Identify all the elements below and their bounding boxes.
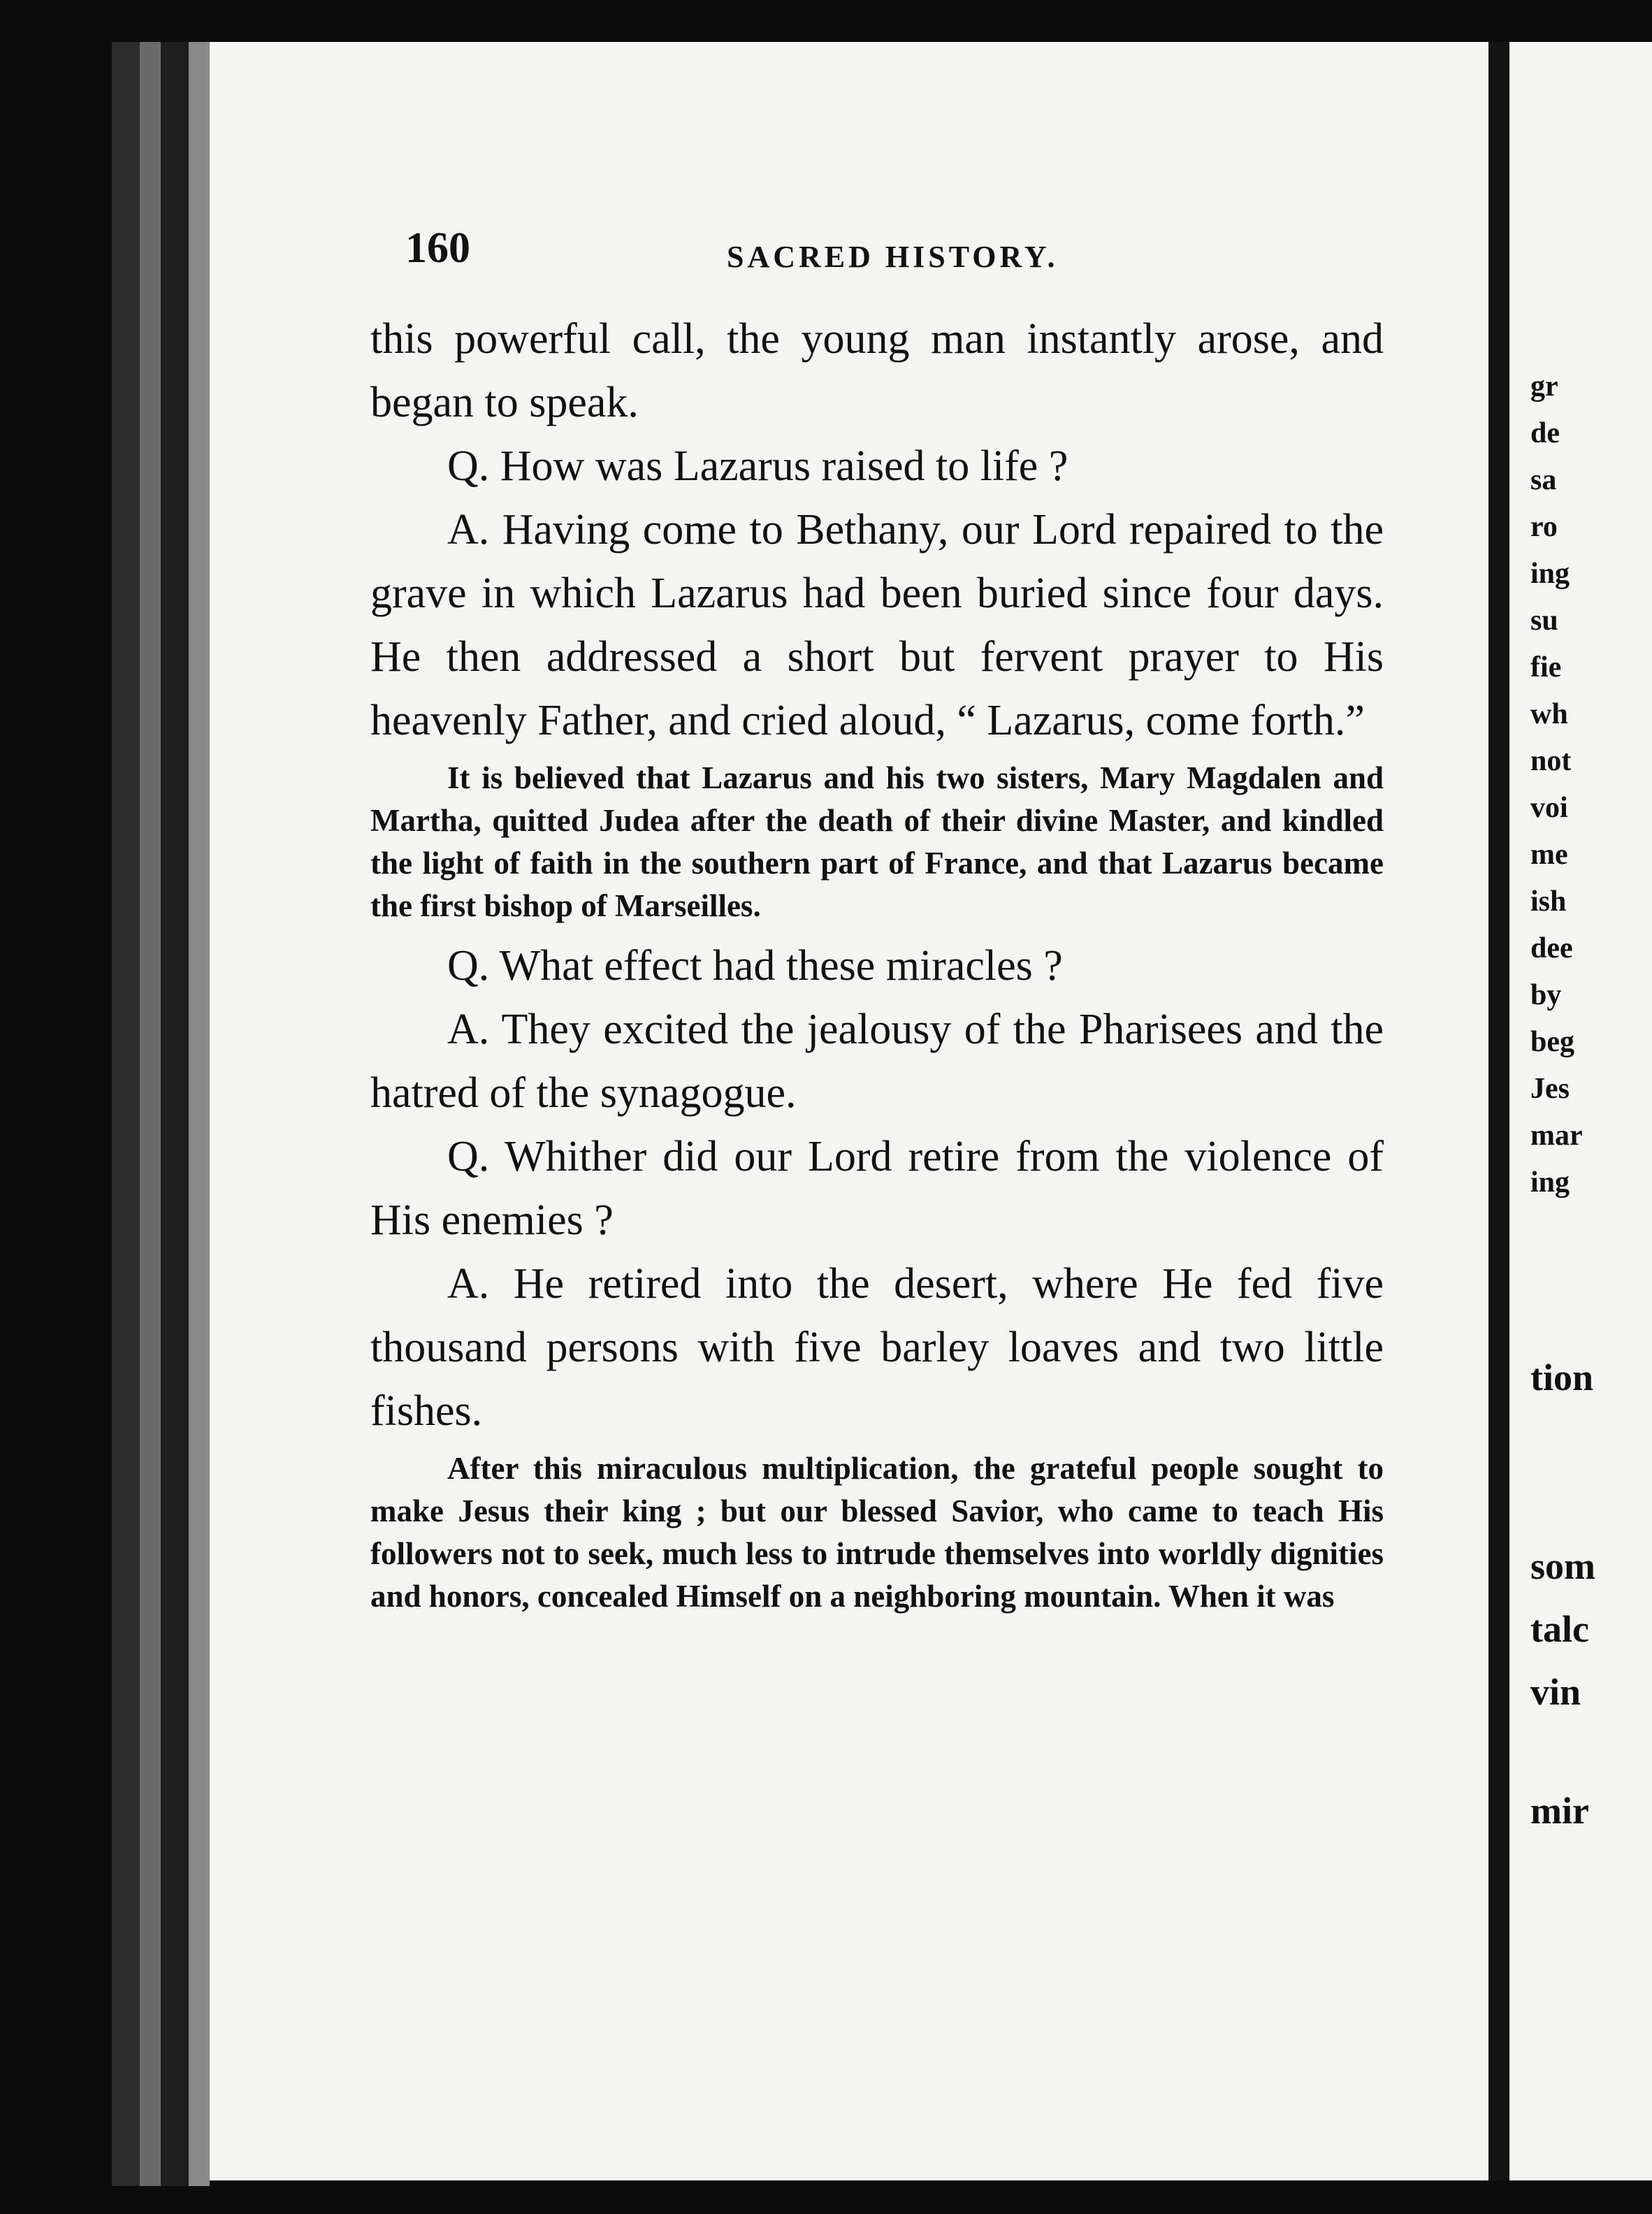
- fragment: de: [1530, 417, 1560, 449]
- note: After this miraculous multiplication, the grateful people sought to make Jesus their king ; but our blessed Savior, who came to teach His followers not to seek, much less to intrude themselves into worldly dignities and honors, concealed Himself on a neighboring mountain. When it was: [370, 1451, 1384, 1614]
- fragment: dee: [1530, 932, 1573, 964]
- spacer: [1530, 1723, 1649, 1779]
- fragment: tion: [1530, 1356, 1594, 1398]
- note: It is believed that Lazarus and his two sisters, Mary Magdalen and Martha, quitted Judea after the death of their divine Master, and kindled the light of faith in the southern part of France, and that Lazarus became the first bishop of Marseilles.: [370, 760, 1384, 923]
- fragment: talc: [1530, 1608, 1589, 1650]
- book-edge: [189, 42, 210, 2186]
- fragment: ing: [1530, 1166, 1570, 1199]
- question: Q. How was Lazarus raised to life ?: [447, 442, 1068, 490]
- question: Q. What effect had these miracles ?: [447, 942, 1063, 990]
- running-head: SACRED HISTORY.: [727, 240, 1059, 274]
- paragraph: this powerful call, the young man instantly arose, and began to speak.: [370, 315, 1384, 426]
- page-number: 160: [405, 224, 470, 272]
- page-header: [405, 224, 1370, 287]
- fragment: wh: [1530, 698, 1568, 730]
- fragment: fie: [1530, 651, 1562, 683]
- page-gutter: [1488, 42, 1509, 2180]
- book-edge: [112, 42, 140, 2186]
- fragment: vin: [1530, 1671, 1581, 1713]
- page-body: [370, 308, 1384, 1625]
- facing-page-fragments: [1530, 363, 1649, 1842]
- fragment: me: [1530, 839, 1568, 871]
- fragment: su: [1530, 605, 1558, 637]
- book-edge: [140, 42, 161, 2186]
- fragment: ish: [1530, 885, 1567, 918]
- spacer: [1530, 1206, 1649, 1346]
- fragment: voi: [1530, 792, 1568, 824]
- fragment: ro: [1530, 511, 1558, 543]
- book-edge: [161, 42, 189, 2186]
- fragment: som: [1530, 1545, 1595, 1587]
- fragment: not: [1530, 745, 1572, 777]
- fragment: Jes: [1530, 1073, 1570, 1105]
- spacer: [1530, 1409, 1649, 1535]
- fragment: sa: [1530, 464, 1557, 496]
- question: Q. Whither did our Lord retire from the violence of His enemies ?: [370, 1133, 1384, 1244]
- fragment: gr: [1530, 370, 1558, 403]
- fragment: beg: [1530, 1026, 1574, 1058]
- fragment: mar: [1530, 1120, 1583, 1152]
- fragment: mir: [1530, 1790, 1589, 1832]
- answer: A. Having come to Bethany, our Lord repaired to the grave in which Lazarus had been buried since four days. He then addressed a short but fervent prayer to His heavenly Father, and cried aloud, “ Lazarus, come forth.”: [370, 506, 1384, 744]
- fragment: by: [1530, 979, 1562, 1011]
- answer: A. They excited the jealousy of the Pharisees and the hatred of the synagogue.: [370, 1006, 1384, 1117]
- fragment: ing: [1530, 558, 1570, 590]
- answer: A. He retired into the desert, where He fed five thousand persons with five barley loaves and two little fishes.: [370, 1260, 1384, 1435]
